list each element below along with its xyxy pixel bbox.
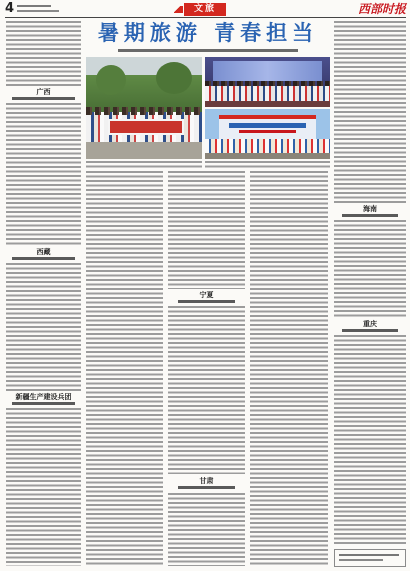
article-body-column-5-top xyxy=(334,21,406,203)
subheading-gansu xyxy=(178,486,235,489)
article-body-xizang xyxy=(6,263,81,391)
editor-credit-line xyxy=(17,10,59,12)
article-body-gansu xyxy=(168,493,245,566)
newspaper-logo: 西部时报 xyxy=(357,2,406,16)
main-headline: 暑期旅游 青春担当 xyxy=(97,21,319,45)
footer-notice-box xyxy=(334,549,406,567)
article-body-hainan xyxy=(334,220,406,318)
header-rule xyxy=(5,17,406,18)
photo-caption-right xyxy=(205,161,330,168)
photo-group-banner xyxy=(86,57,202,159)
article-intro xyxy=(6,21,81,86)
subheading-bingtuan xyxy=(12,402,75,405)
section-heading-chongqing: 重庆 xyxy=(363,320,377,328)
section-heading-bingtuan: 新疆生产建设兵团 xyxy=(15,393,72,401)
photo-outdoor-banner xyxy=(205,109,330,159)
section-label: 文旅 xyxy=(184,3,226,16)
article-body-ningxia xyxy=(168,306,245,474)
subheading-hainan xyxy=(342,214,398,217)
section-heading-ningxia: 宁夏 xyxy=(199,291,214,299)
subheading-ningxia xyxy=(178,300,235,303)
section-heading-gansu: 甘肃 xyxy=(199,477,214,485)
subheading-guangxi xyxy=(12,97,75,100)
article-body-column-4 xyxy=(250,171,328,566)
photo-stage-group xyxy=(205,57,330,107)
issue-date-line xyxy=(17,5,51,7)
article-body-chongqing xyxy=(334,335,406,545)
section-flourish xyxy=(174,6,183,13)
page-number: 4 xyxy=(5,1,15,16)
subheading-xizang xyxy=(12,257,75,260)
subheading-chongqing xyxy=(342,329,398,332)
photo-caption-left xyxy=(86,161,202,168)
article-body-column-2 xyxy=(86,171,163,566)
section-heading-guangxi: 广西 xyxy=(36,88,51,96)
byline xyxy=(118,49,298,52)
section-heading-hainan: 海南 xyxy=(363,205,377,213)
article-body-column-3-top xyxy=(168,171,245,289)
article-body-bingtuan xyxy=(6,408,81,566)
section-heading-xizang: 西藏 xyxy=(36,248,51,256)
article-body-guangxi xyxy=(6,103,81,246)
